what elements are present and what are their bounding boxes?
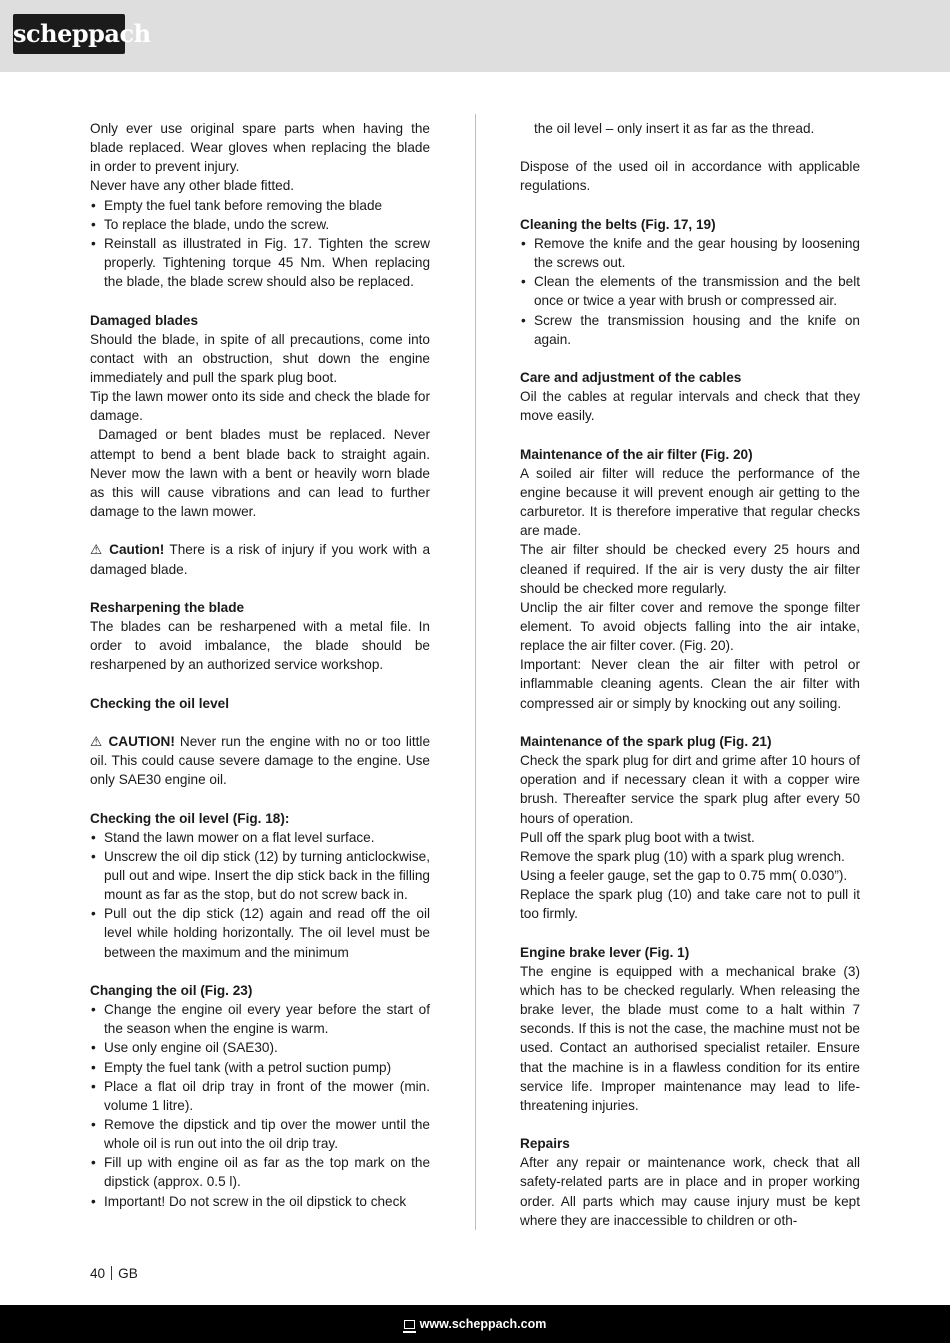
air-filter-text: Unclip the air filter cover and remove the sponge filter element. To avoid objects falling into the air intake, replace the air filter cover. (Fig. 20). <box>520 599 860 654</box>
brand-logo: scheppach <box>13 14 125 54</box>
oil-level-fig-heading: Checking the oil level (Fig. 18): <box>90 810 290 826</box>
caution-note <box>90 540 430 578</box>
air-filter-heading: Maintenance of the air filter (Fig. 20) <box>520 446 753 462</box>
brake-lever-heading: Engine brake lever (Fig. 1) <box>520 944 690 960</box>
list-item: • Change the engine oil every year before the start of the season when the engine is warm. <box>90 1000 430 1038</box>
column-divider <box>475 114 476 1230</box>
warning-icon: ⚠ <box>90 733 104 749</box>
language-code: GB <box>118 1266 138 1281</box>
intro-text-2: Never have any other blade fitted. <box>90 178 295 194</box>
oil-steps-list <box>90 828 430 962</box>
belts-heading: Cleaning the belts (Fig. 17, 19) <box>520 216 716 232</box>
list-item: • Place a flat oil drip tray in front of the mower (min. volume 1 litre). <box>90 1077 430 1115</box>
resharpening-text: The blades can be resharpened with a metal file. In order to avoid imbalance, the blade should be resharpened by an authorized service workshop. <box>90 619 430 673</box>
intro-text: Only ever use original spare parts when having the blade replaced. Wear gloves when replacing the blade in order to prevent injury. <box>90 121 430 175</box>
header-bar <box>0 0 950 72</box>
spark-plug-heading: Maintenance of the spark plug (Fig. 21) <box>520 733 772 749</box>
spark-plug-text: Check the spark plug for dirt and grime after 10 hours of operation and if necessary clean it with a copper wire brush. Thereafter service the spark plug after every 50 hours of operation. <box>520 753 860 826</box>
oil-level-heading: Checking the oil level <box>90 695 229 711</box>
monitor-icon <box>404 1320 415 1329</box>
website-url[interactable]: www.scheppach.com <box>419 1317 547 1331</box>
repairs-text: After any repair or maintenance work, check that all safety-related parts are in place and in proper working order. All parts which may cause injury must be kept where they are inaccessible to children or oth- <box>520 1155 860 1228</box>
caution-label: Caution! <box>109 542 165 558</box>
damaged-blades-text: Tip the lawn mower onto its side and check the blade for damage. <box>90 389 430 424</box>
list-item: • Screw the transmission housing and the knife on again. <box>520 311 860 349</box>
brake-lever-text: The engine is equipped with a mechanical brake (3) which has to be checked regularly. When releasing the brake lever, the blade must come to a halt within 7 seconds. If this is not the case, the machine must not be used. Contact an authorised specialist retailer. Ensure that the machine is in a flawless condition for its entire service life. Improper maintenance may lead to life-threatening injuries. <box>520 963 860 1113</box>
list-item: • Unscrew the oil dip stick (12) by turning anticlockwise, pull out and wipe. Insert the dip stick back in the filling mount as far as the stop, but do not screw back in. <box>90 847 430 904</box>
resharpening-heading: Resharpening the blade <box>90 599 245 615</box>
list-item: • Pull out the dip stick (12) again and read off the oil level while holding horizontally. The oil level must be between the maximum and the minimum <box>90 904 430 961</box>
caution-text: There is a risk of injury if you work with a damaged blade. <box>90 542 431 577</box>
belts-list <box>520 234 860 349</box>
page-footer <box>90 1264 138 1283</box>
caution-note <box>90 732 430 789</box>
list-item: • Clean the elements of the transmission and the belt once or twice a year with brush or compressed air. <box>520 272 860 310</box>
damaged-blades-heading: Damaged blades <box>90 312 199 328</box>
list-item: • Fill up with engine oil as far as the top mark on the dipstick (approx. 0.5 l). <box>90 1153 430 1191</box>
page-number: 40 <box>90 1266 106 1281</box>
continuation-text: the oil level – only insert it as far as the thread. <box>534 121 815 136</box>
damaged-blades-text: Should the blade, in spite of all precautions, come into contact with an obstruction, shut down the engine immediately and pull the spark plug boot. <box>90 331 430 386</box>
website-link[interactable] <box>0 1315 950 1334</box>
caution-text: Never run the engine with no or too little oil. This could cause severe damage to the engine. Use only SAE30 engine oil. <box>90 733 431 788</box>
air-filter-text: The air filter should be checked every 25 hours and cleaned if required. If the air is very dusty the air filter should be checked more regularly. <box>520 542 860 596</box>
air-filter-text: A soiled air filter will reduce the performance of the engine because it will prevent enough air getting to the carburetor. It is therefore imperative that regular checks are made. <box>520 465 860 539</box>
spark-plug-text: Remove the spark plug (10) with a spark plug wrench. <box>520 848 845 864</box>
changing-oil-list <box>90 1000 430 1211</box>
spark-plug-text: Pull off the spark plug boot with a twist. <box>520 829 755 845</box>
list-item: • Empty the fuel tank (with a petrol suction pump) <box>90 1058 430 1077</box>
list-item: • Reinstall as illustrated in Fig. 17. Tighten the screw properly. Tightening torque 45 Nm. When replacing the blade, the blade screw should also be replaced. <box>90 234 430 291</box>
repairs-heading: Repairs <box>520 1136 570 1152</box>
list-item: • Empty the fuel tank before removing the blade <box>90 196 430 215</box>
list-item: • Important! Do not screw in the oil dipstick to check <box>90 1192 430 1211</box>
blade-steps-list <box>90 196 430 292</box>
left-column <box>90 119 430 1211</box>
bottom-bar <box>0 1305 950 1343</box>
cables-text: Oil the cables at regular intervals and check that they move easily. <box>520 389 860 424</box>
footer-separator <box>111 1266 112 1280</box>
right-column <box>520 119 860 1230</box>
cables-heading: Care and adjustment of the cables <box>520 369 742 385</box>
list-item: • Remove the knife and the gear housing by loosening the screws out. <box>520 234 860 272</box>
list-item: • Use only engine oil (SAE30). <box>90 1038 430 1057</box>
list-item: • Remove the dipstick and tip over the mower until the whole oil is run out into the oil drip tray. <box>90 1115 430 1153</box>
damaged-blades-text: Damaged or bent blades must be replaced. Never attempt to bend a bent blade back to straight again. Never mow the lawn with a bent or heavily worn blade as this will cause vibrations and can lead to further damage to the lawn mower. <box>90 427 430 520</box>
dispose-text: Dispose of the used oil in accordance with applicable regulations. <box>520 159 860 194</box>
list-item: • To replace the blade, undo the screw. <box>90 215 430 234</box>
warning-icon: ⚠ <box>90 542 104 558</box>
spark-plug-text: Replace the spark plug (10) and take care not to pull it too firmly. <box>520 887 860 922</box>
spark-plug-text: Using a feeler gauge, set the gap to 0.75 mm( 0.030”). <box>520 868 848 884</box>
caution-label: CAUTION! <box>108 733 175 749</box>
air-filter-text: Important: Never clean the air filter with petrol or inflammable cleaning agents. Clean the air filter with compressed air or simply by knocking out any soiling. <box>520 657 860 711</box>
list-item: • Stand the lawn mower on a flat level surface. <box>90 828 430 847</box>
changing-oil-heading: Changing the oil (Fig. 23) <box>90 982 253 998</box>
